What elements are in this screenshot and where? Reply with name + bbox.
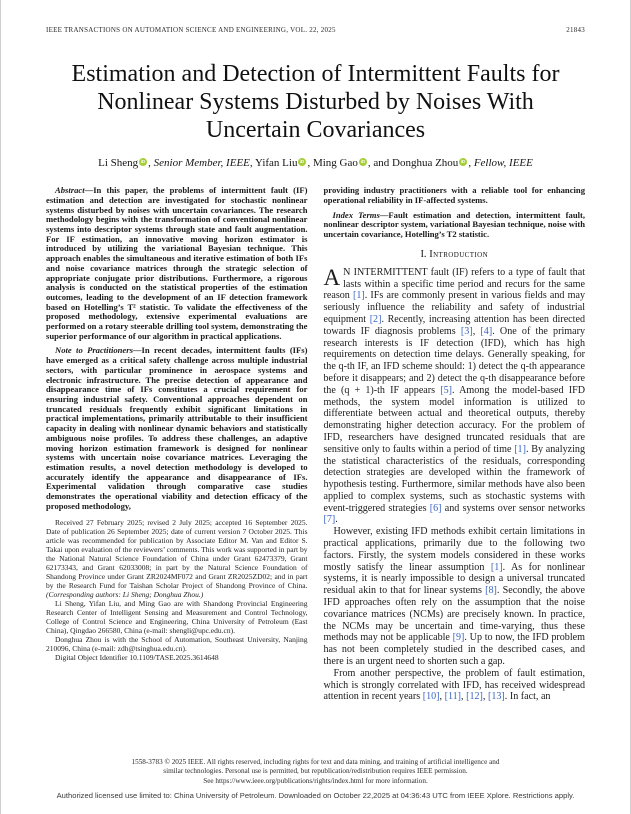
index-terms-paragraph: [324, 211, 586, 240]
orcid-glyph: iD: [461, 159, 466, 165]
intro-paragraph-1-text: N INTERMITTENT fault (IF) refers to a type of fault that lasts within a specific time period and recurs for the same reason [1]. IFs are commonly present in various fields and may seriously influence the reliability and safety of industrial equipment [2]. Recently, increasing attention has been directed towards IF diagnosis problems [3], [4]. One of the primary research interests is IF detection (IFD), which has high requirements on detection time delays. Generally speaking, for the q-th IF, an IFD scheme should: 1) detect the q-th appearance before it disappears; and 2) detect the q-th disappearance before the (q + 1)-th IF appears [5]. Among the model-based IFD methods, the system model information is utilized to differentiate between actual and theoretical outputs, thereby demonstrating higher detection accuracy. For the problem of IFD, researchers have designed truncated residuals that are sensitive only to faults within a period of time [1]. By analyzing the statistical characteristics of the residuals, corresponding detection strategies are developed within the framework of hypothesis testing. Furthermore, similar methods have also been applied to complex systems, such as stochastic systems with event-triggered strategies [6] and systems over sensor networks [7].: [323, 266, 586, 526]
license-notice: Authorized licensed use limited to: China University of Petroleum. Downloaded on October 22,2025 at 04:36:43 UTC from IEEE Xplore. Restrictions apply.: [56, 791, 575, 800]
index-terms-label: Index Terms—: [332, 209, 389, 220]
title-line-3: Uncertain Covariances: [205, 117, 426, 144]
orcid-icon[interactable]: [298, 158, 306, 166]
citation-link[interactable]: [11]: [444, 691, 462, 703]
section-title: Introduction: [429, 248, 489, 260]
title-line-2: Nonlinear Systems Disturbed by Noises With: [97, 89, 534, 116]
abstract-label: Abstract—: [55, 185, 94, 196]
orcid-icon[interactable]: [139, 158, 147, 166]
byline-separator: , and: [367, 157, 393, 170]
index-terms-text: Fault estimation and detection, intermittent fault, nonlinear descriptor system, variational Bayesian technique, noise with uncertain covariance, Hotelling’s T2 statistic.: [323, 209, 586, 240]
author-role: Senior Member, IEEE: [153, 157, 250, 170]
citation-link[interactable]: [12]: [466, 691, 483, 703]
citation-link[interactable]: [10]: [422, 691, 440, 703]
page-number: 21843: [566, 26, 585, 34]
citation-link[interactable]: [3]: [460, 325, 473, 337]
citation-link[interactable]: [1]: [352, 290, 365, 302]
author-name-li-sheng: Li Sheng: [98, 157, 139, 170]
title-line-1: Estimation and Detection of Intermittent Faults for: [71, 61, 560, 87]
citation-link[interactable]: [5]: [440, 384, 452, 396]
citation-link[interactable]: [1]: [490, 561, 503, 573]
citation-link[interactable]: [6]: [429, 502, 442, 514]
drop-cap: A: [323, 264, 341, 290]
orcid-glyph: iD: [360, 159, 365, 165]
doi-note: Digital Object Identifier 10.1109/TASE.2025.3614648: [55, 653, 219, 663]
citation-link[interactable]: [13]: [487, 691, 505, 703]
orcid-glyph: iD: [300, 159, 305, 165]
orcid-glyph: iD: [141, 159, 146, 165]
page-footer: [1, 758, 630, 800]
author-name-yifan-liu: Yifan Liu: [254, 157, 298, 170]
affiliation-note-1: Li Sheng, Yifan Liu, and Ming Gao are with Shandong Provincial Engineering Research Center of Intelligent Sensing and Measurement and Control Technology, College of Control Science and Engineering, China University of Petroleum (East China), Qingdao 266580, China (e-mail: shengli@upc.edu.cn).: [46, 599, 308, 636]
two-column-body: [1, 186, 630, 703]
note-continuation-paragraph: providing industry practitioners with a reliable tool for enhancing operational reliability in IF-affected systems.: [323, 185, 585, 205]
citation-link[interactable]: [4]: [480, 325, 493, 337]
author-byline: [1, 157, 630, 169]
byline-separator: ,: [468, 157, 474, 170]
citation-link[interactable]: [7]: [323, 514, 336, 526]
intro-paragraph-1: [323, 264, 586, 527]
running-head: [1, 0, 630, 34]
left-column: [46, 186, 308, 703]
received-history-note: [46, 518, 308, 599]
copyright-line-2: similar technologies. Personal use is permitted, but republication/redistribution requires IEEE permission.: [163, 767, 468, 776]
citation-link[interactable]: [2]: [369, 313, 382, 325]
author-name-donghua-zhou: Donghua Zhou: [392, 157, 459, 170]
note-to-practitioners-paragraph: [46, 346, 308, 511]
first-page-footnotes: [46, 518, 308, 662]
citation-link[interactable]: [9]: [452, 632, 465, 644]
affiliation-note-2: Donghua Zhou is with the School of Automation, Southeast University, Nanjing 210096, China (e-mail: zdh@tsinghua.edu.cn).: [46, 635, 308, 654]
byline-separator: ,: [249, 157, 255, 170]
copyright-line-3: See https://www.ieee.org/publications/rights/index.html for more information.: [203, 776, 428, 785]
intro-paragraph-3: From another perspective, the problem of fault estimation, which is strongly correlated with IFD, has received widespread attention in recent years [10], [11], [12], [13]. In fact, an: [323, 667, 585, 703]
citation-link[interactable]: [1]: [514, 443, 526, 455]
paper-title: [46, 60, 586, 144]
journal-name: IEEE TRANSACTIONS ON AUTOMATION SCIENCE AND ENGINEERING, VOL. 22, 2025: [46, 26, 336, 34]
abstract-paragraph: [46, 186, 308, 341]
section-heading-introduction: [324, 249, 586, 260]
note-to-practitioners-text: In recent decades, intermittent faults (IFs) have emerged as a critical safety challenge across multiple industrial sectors, with particular prominence in aerospace systems and electronic infrastructure. The precise detection of appearance and disappearance time of IFs constitutes a crucial requirement for ensuring industrial safety. Conventional approaches dependent on truncated residuals frequently exhibit significant limitations in practical implementations, primarily attributable to their insufficient capacity in dealing with nonlinear dynamic behaviors and statistically ambiguous noise profiles. To address these challenges, an adaptive moving horizon estimation framework is designed for nonlinear systems with uncertain noise covariance matrices. Leveraging the estimation results, a novel detection methodology is developed to accurately identify the appearance and disappearance of IFs. Experimental validation through comparative case studies demonstrates the operational viability and detection efficacy of the proposed methodology,: [46, 345, 308, 511]
author-role: Fellow, IEEE: [473, 157, 533, 170]
corresponding-authors-note: (Corresponding authors: Li Sheng; Donghua Zhou.): [46, 590, 204, 600]
byline-separator: ,: [307, 157, 313, 170]
abstract-text: In this paper, the problems of intermittent fault (IF) estimation and detection are investigated for stochastic nonlinear systems disturbed by noises with uncertain covariances. The research methodology begins with the transformation of conventional nonlinear systems into descriptor systems through state and fault augmentation. For IF estimation, an innovative moving horizon estimator is introduced by utilizing the variational Bayesian technique. This approach enables the simultaneous and iterative estimation of both IFs and noise covariance matrices through the strategic selection of appropriate conjugate prior distributions. Furthermore, a rigorous analysis is conducted on the statistical properties of the estimation outcomes, leading to the development of an IF detection framework based on Hotelling’s T² statistic. To validate the effectiveness of the proposed methodology, extensive experimental evaluations are performed on a rotary steerable drilling tool system, demonstrating the superior performance of our algorithm in practical applications.: [46, 185, 308, 341]
right-column: [324, 186, 586, 703]
byline-separator: ,: [148, 157, 154, 170]
intro-paragraph-2: However, existing IFD methods exhibit certain limitations in practical applications, primarily due to the following two factors. Firstly, the system models considered in these works mostly satisfy the linear assumption [1]. As for nonlinear systems, it is nearly impossible to design a universal truncated residual akin to that for linear systems [8]. Secondly, the above IFD approaches often rely on the assumption that the noise covariance matrices (NCMs) are precisely known. In practice, the NCMs may be uncertain and time-varying, thus these methods may not be applicable [9]. Up to now, the IFD problem has not been completely studied in the described cases, and there is an urgent need to shorten such a gap.: [323, 526, 585, 668]
copyright-line-1: 1558-3783 © 2025 IEEE. All rights reserved, including rights for text and data mining, and training of artificial intelligence and: [131, 758, 500, 767]
section-number: I.: [420, 248, 427, 260]
author-name-ming-gao: Ming Gao: [312, 157, 358, 170]
received-text: Received 27 February 2025; revised 2 July 2025; accepted 16 September 2025. Date of publication 26 September 2025; date of current version 7 October 2025. This article was recommended for publication by Associate Editor M. Van and Editor S. Takai upon evaluation of the reviewers’ comments. This work was supported in part by the National Natural Science Foundation of China under Grant 62473379, Grant 62173343, and Grant 62033008; in part by the Natural Science Foundation of Shandong Province under Grant ZR2024MF072 and Grant ZR2025ZD02; and in part by the Research Fund for Taishan Scholar Project of Shandong Province of China.: [46, 518, 308, 591]
note-to-practitioners-label: Note to Practitioners—: [55, 345, 142, 356]
orcid-icon[interactable]: [459, 158, 467, 166]
orcid-icon[interactable]: [359, 158, 367, 166]
citation-link[interactable]: [8]: [485, 585, 497, 597]
copyright-notice: [1, 758, 630, 786]
